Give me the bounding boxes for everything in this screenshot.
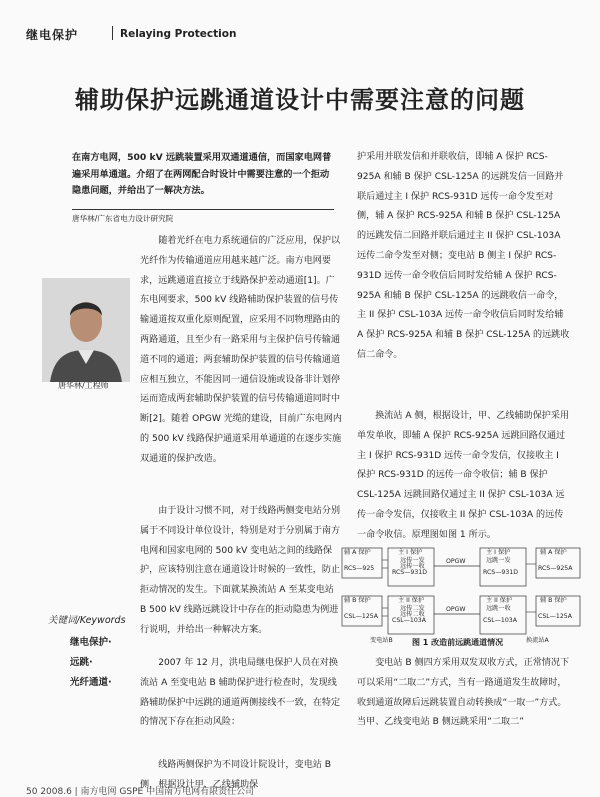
page-footer: 50 2008.6 | 南方电网 GSPE 中国南方电网有限责任公司	[26, 787, 255, 797]
right-box-label: 辅 B 保护	[540, 597, 567, 604]
channel-label: 远传二收	[400, 611, 425, 618]
photo-caption: 唐华林/工程师	[58, 381, 109, 390]
body-paragraph: 随着光纤在电力系统通信的广泛应用，保护以光纤作为传输通道应用越来越广泛。南方电网要求，远跳通道直接立于线路保护差动通道[1]。广东电网要求，500 kV 线路辅助保护装置的信号传输通道按双重化原则配置，应采用不同物理路由的两路通道，且至少有一路采用与主保护信号传输通道不同的通道；两套辅助保护装置的信号传输通道应相互独立，不能因同一通信设施或设备非计划停运而造成两套辅助保护装置的信号传输通道同时中断[2]。随着 OPGW 光缆的建设，目前广东电网内的 500 kV 线路保护通道采用单通道的在逐步实施双通道的保护改造。	[140, 236, 342, 464]
channel-label: 远跳一收	[486, 605, 511, 612]
link-label: OPGW	[446, 606, 466, 613]
figure-1-diagram	[340, 544, 582, 644]
right-station-label: 换流站A	[526, 637, 549, 644]
left-box-label: 主 II 保护	[398, 597, 425, 604]
channel-label: 远传一收	[400, 563, 425, 570]
left-device: CSL—103A	[392, 617, 426, 624]
section-label-en: Relaying Protection	[120, 28, 237, 40]
right-device: RCS—925A	[538, 565, 573, 572]
left-box-label: 辅 B 保护	[344, 597, 371, 604]
right-box-label: 主 II 保护	[486, 597, 513, 604]
article-title: 辅助保护远跳通道设计中需要注意的问题	[75, 85, 525, 114]
header-divider	[112, 26, 113, 40]
author-affiliation: 唐华林/广东省电力设计研究院	[72, 209, 334, 224]
keywords-title: 关键词/Keywords	[48, 615, 126, 626]
section-label: 继电保护	[26, 28, 79, 42]
left-box-label: 主 I 保护	[398, 549, 423, 556]
keyword: 继电保护·	[70, 637, 112, 648]
abstract: 在南方电网，500 kV 远跳装置采用双通道通信，而国家电网普遍采用单通道。介绍了在两网配合时设计中需要注意的一个拒动隐患问题，并给出了一解决方法。	[72, 152, 332, 196]
body-paragraph: 变电站 B 侧四方采用双发双收方式，正常情况下可以采用“二取二”方式，当有一路通道发生故障时，收到通道故障后远跳装置自动转换成“一取一”方式。当甲、乙线变电站 B 侧远跳采用“二取二”	[357, 658, 570, 728]
right-device: CSL—103A	[483, 617, 517, 624]
right-box-label: 辅 A 保护	[540, 549, 567, 556]
right-device: RCS—931D	[483, 569, 519, 576]
keyword: 光纤通道·	[70, 677, 112, 688]
body-paragraph: 由于设计习惯不同，对于线路两侧变电站分别属于不同设计单位设计，特别是对于分别属于南方电网和国家电网的 500 kV 变电站之间的线路保护，应该特别注意在通道设计时候的一致性，防止拒动情况的发生。下面就某换流站 A 至某变电站 B 500 kV 线路远跳设计中存在的拒动隐患为例进行说明，并给出一种解决方案。	[140, 506, 341, 635]
channel-label: 远传二发	[400, 605, 425, 612]
left-box-label: 辅 A 保护	[344, 549, 371, 556]
body-paragraph: 2007 年 12 月，洪电局继电保护人员在对换流站 A 至变电站 B 辅助保护进行检查时，发现线路辅助保护中远跳的通道两侧接线不一致，在特定的情况下存在拒动风险：	[140, 658, 341, 728]
left-device: RCS—925	[344, 565, 375, 572]
figure-caption: 图 1 改造前远跳通道情况	[412, 638, 504, 647]
left-station-label: 变电站B	[370, 637, 393, 644]
left-device: RCS—931D	[392, 569, 428, 576]
channel-label: 远跳一发	[486, 557, 511, 564]
left-device: CSL—125A	[344, 613, 378, 620]
link-label: OPGW	[446, 558, 466, 565]
right-device: CSL—125A	[538, 613, 572, 620]
keyword: 远跳·	[70, 657, 93, 668]
right-box-label: 主 I 保护	[486, 549, 511, 556]
body-paragraph: 换流站 A 侧，根据设计，甲、乙线辅助保护采用单发单收，即辅 A 保护 RCS-925A 远跳回路仅通过主 I 保护 RCS-931D 远传一命令发信，仅接收主 I 保护 RCS-931D 的远传一命令收信；辅 B 保护 CSL-125A 远跳回路仅通过主 II 保护 CSL-103A 远传一命令发信，仅接收主 II 保护 CSL-103A 的远传一命令收信。原理图如图 1 所示。	[357, 411, 570, 540]
body-paragraph: 护采用并联发信和并联收信，即辅 A 保护 RCS-925A 和辅 B 保护 CSL-125A 的远跳发信一回路并联后通过主 I 保护 RCS-931D 远传一命令发至对侧，辅 A 保护 RCS-925A 和辅 B 保护 CSL-125A 的远跳发信二回路并联后通过主 II 保护 CSL-103A 远传二命令发至对侧；变电站 B 侧主 I 保护 RCS-931D 远传一命令收信后同时发给辅 A 保护 RCS-925A 和辅 B 保护 CSL-125A 的远跳收信一命令，主 II 保护 CSL-103A 远传一命令收信后同时发给辅 A 保护 RCS-925A 和辅 B 保护 CSL-125A 的远跳收信二命令。	[357, 152, 570, 360]
body-paragraph: 线路两侧保护为不同设计院设计，变电站 B 侧，根据设计甲、乙线辅助保	[140, 760, 332, 790]
channel-label: 远传一发	[400, 557, 425, 564]
author-photo	[42, 278, 130, 382]
